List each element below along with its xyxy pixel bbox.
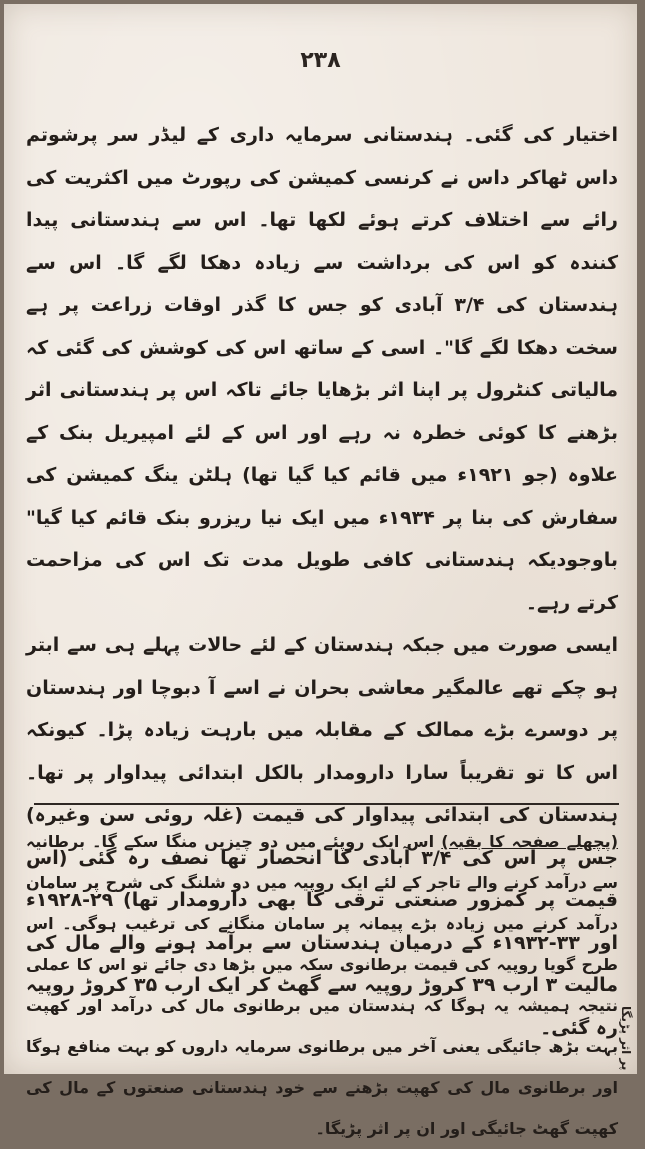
footnote-text: اس ایک روپئے میں دو چیزیں منگا سکے گا۔ برطانیہ سے درآمد کرنے والے تاجر کے لئے ایک روپیہ میں دو شلنگ کی شرح پر سامان درآمد کرنے میں زیادہ بڑے پیمانہ پر سامان منگانے کی ترغیب ہوگی۔ اس طرح گویا روپیہ کی قیمت برطانوی سکہ میں بڑھا دی جائے تو اس کا عملی نتیجہ ہمیشہ یہ ہوگا کہ ہندستان میں برطانوی مال کی درآمد اور کھپت بہت بڑھ جائیگی یعنی آخر میں برطانوی سرمایہ داروں کو بہت منافع ہوگا اور برطانوی مال کی کھپت بڑھنے سے خود ہندستانی صنعتوں کے مال کی کھپت گھٹ جائیگی اور ان پر اثر پڑیگا۔ [26,832,618,1138]
paragraph-1: اختیار کی گئی۔ ہندستانی سرمایہ داری کے لیڈر سر پرشوتم داس ٹھاکر داس نے کرنسی کمیشن کی رپورٹ میں اکثریت کی رائے سے اختلاف کرتے ہوئے لکھا تھا۔ اس سے ہندستانی پیدا کنندہ کو اس کی برداشت سے زیادہ دھکا لگے گا۔ اس سے ہندستان کی ۳/۴ آبادی کو جس کا گذر اوقات زراعت پر ہے سخت دھکا لگے گا"۔ اسی کے ساتھ اس کی کوشش کی گئی کہ مالیاتی کنٹرول پر اپنا اثر بڑھایا جائے تاکہ اس پر ہندستانی اثر بڑھنے کا کوئی خطرہ نہ رہے اور اس کے لئے امپیریل بنک کے علاوہ (جو ۱۹۲۱ء میں قائم کیا گیا تھا) ہلٹن ینگ کمیشن کی سفارش کی بنا پر ۱۹۳۴ء میں ایک نیا ریزرو بنک قائم کیا گیا" باوجودیکہ ہندستانی کافی طویل مدت تک اس کی مزاحمت کرتے رہے۔ [26,124,619,614]
footnote-label: (پچھلے صفحہ کا بقیہ) [441,832,619,851]
paragraph-2: ایسی صورت میں جبکہ ہندستان کے لئے حالات پہلے ہی سے ابتر ہو چکے تھے عالمگیر معاشی بحران نے اسے آ دبوچا اور ہندستان پر دوسرے بڑے ممالک کے مقابلہ میں بارہت زیادہ پڑا۔ کیونکہ اس کا تو تقریباً سارا دارومدار بالکل ابتدائی پیداوار پر تھا۔ ہندستان کی ابتدائی پیداوار کی قیمت (غلہ روئی سن وغیرہ) جس پر اس کی ۳/۴ آبادی کا انحصار تھا نصف رہ گئی (اس قیمت پر کمزور صنعتی ترقی کا بھی دارومدار تھا) ۲۹-۱۹۲۸ء اور ۳۳-۱۹۳۲ء کے درمیان ہندستان سے برآمد ہونے والے مال کی مالیت ۳ ارب ۳۹ کروڑ روپیہ سے گھٹ کر ایک ارب ۳۵ کروڑ روپیہ رہ گئی۔ [26,634,619,1039]
book-page [4,4,637,1138]
footnote-divider [34,803,619,805]
page-number: ۲۳۸ [300,48,341,73]
footnote [26,821,618,1149]
margin-note: پر اثر پڑیگا [619,1005,633,1070]
